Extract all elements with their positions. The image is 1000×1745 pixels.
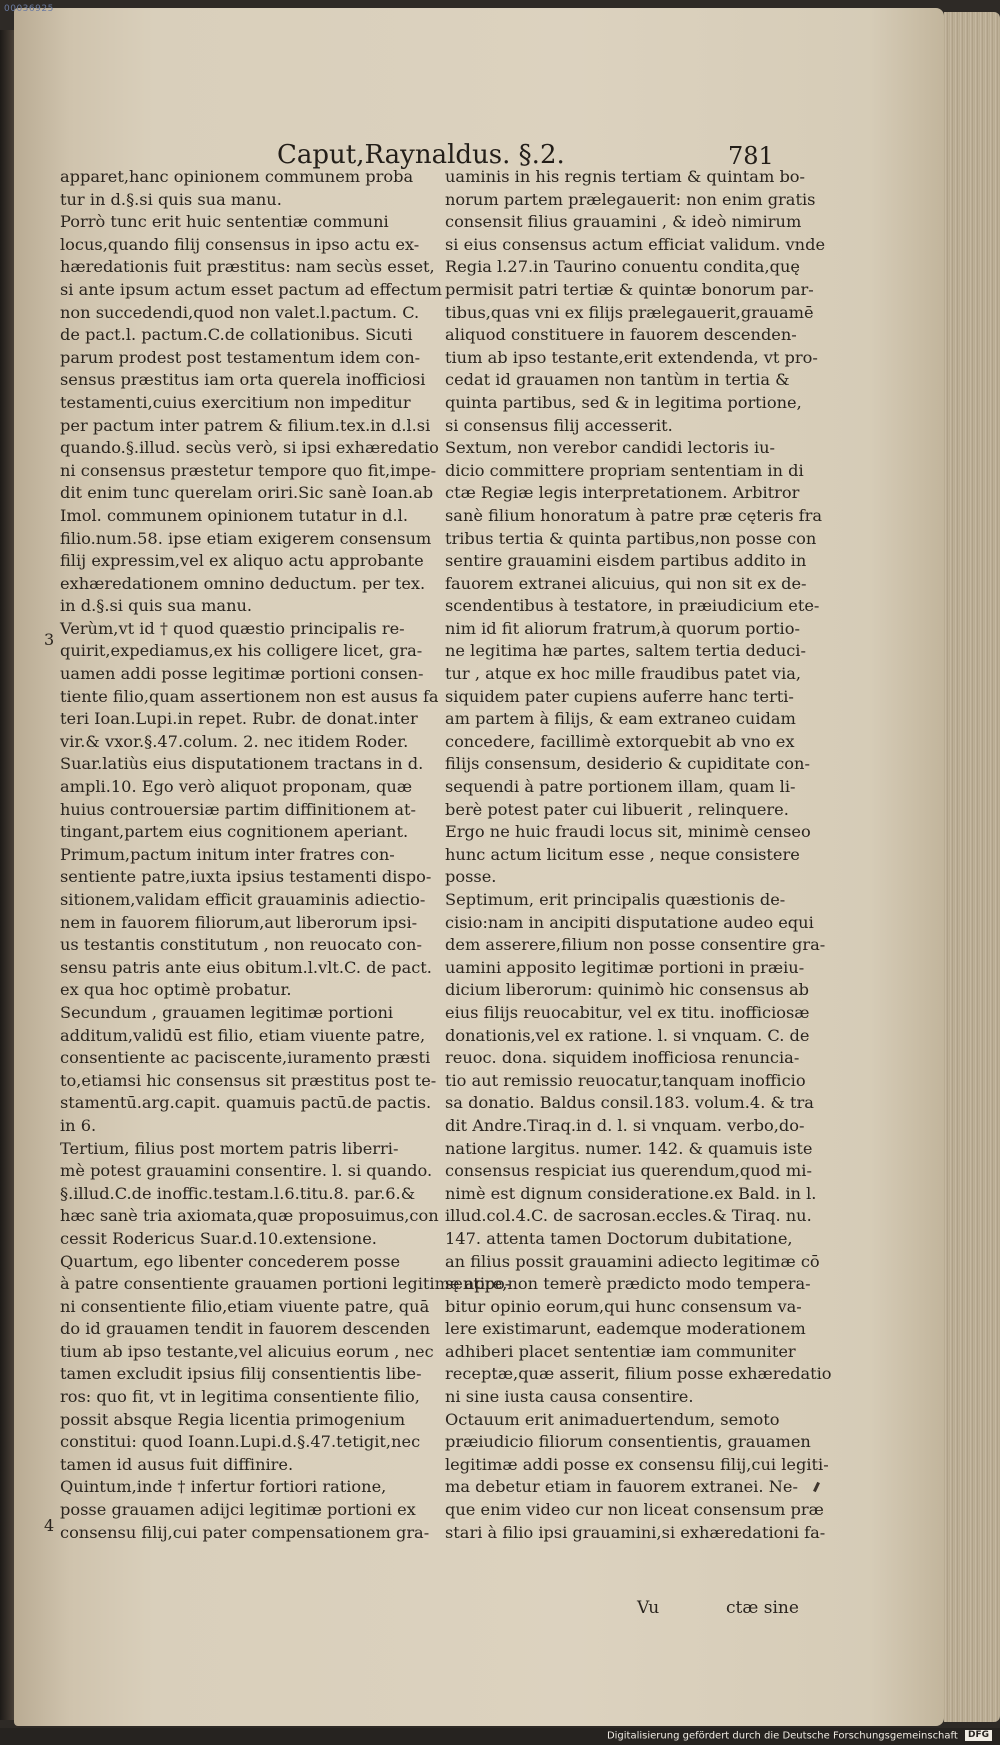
text-line: permisit patri tertiæ & quintæ bonorum par- (445, 279, 814, 299)
text-line: berè potest pater cui libuerit , relinquere. (445, 799, 789, 819)
text-line: sentiente patre,iuxta ipsius testamenti dispo- (60, 867, 432, 887)
text-line: filio.num.58. ipse etiam exigerem consensum (60, 528, 432, 548)
text-line: uaminis in his regnis tertiam & quintam bo- (445, 167, 806, 186)
text-line: si consensus filij accesserit. (445, 415, 673, 435)
text-line: additum,validū est filio, etiam viuente patre, (60, 1025, 426, 1045)
margin-note-number: 4 (44, 1516, 55, 1535)
margin-note-number: 3 (44, 630, 55, 649)
page-fore-edge (944, 12, 1000, 1722)
catchword: ctæ sine (726, 1598, 799, 1618)
text-line: si eius consensus actum efficiat validum. vnde (445, 234, 826, 254)
text-line: ni consensus præstetur tempore quo fit,impe- (60, 460, 437, 480)
text-line: si ante ipsum actum esset pactum ad effectum (60, 279, 442, 299)
text-line: tium ab ipso testante,vel alicuius eorum , nec (60, 1341, 434, 1361)
running-title: Caput,Raynaldus. §.2. (277, 140, 565, 170)
text-line: concedere, facillimè extorquebit ab vno ex (445, 731, 795, 751)
text-line: us testantis constitutum , non reuocato con- (60, 935, 422, 955)
text-line: Primum,pactum initum inter fratres con- (60, 844, 395, 864)
text-line: Imol. communem opinionem tutatur in d.l. (60, 505, 409, 525)
text-line: sitionem,validam efficit grauaminis adiectio- (60, 890, 426, 909)
text-line: Ergo ne huic fraudi locus sit, minimè censeo (445, 822, 811, 842)
text-line: Verùm,vt id † quod quæstio principalis re- (60, 618, 405, 638)
text-line: quinta partibus, sed & in legitima portione, (445, 392, 802, 412)
text-line: sentire grauamini eisdem partibus addito in (445, 551, 807, 571)
text-line: cedat id grauamen non tantùm in tertia & (445, 370, 790, 390)
text-line: tio aut remissio reuocatur,tanquam inofficio (445, 1070, 806, 1090)
text-line: receptæ,quæ asserit, filium posse exhæredatio (445, 1364, 832, 1384)
text-line: testamenti,cuius exercitium non impeditur (60, 392, 411, 412)
text-line: filijs consensum, desiderio & cupiditate con- (445, 754, 810, 774)
text-line: sentire,non temerè prædicto modo tempera- (445, 1274, 811, 1294)
text-line: tribus tertia & quinta partibus,non posse con (445, 528, 817, 548)
text-line: reuoc. dona. siquidem inofficiosa renuncia- (445, 1048, 800, 1068)
text-line: ni consentiente filio,etiam viuente patre, quā (60, 1296, 430, 1316)
text-line: §.illud.C.de inoffic.testam.l.6.titu.8. par.6.& (60, 1183, 416, 1203)
text-line: dit Andre.Tiraq.in d. l. si vnquam. verbo,do- (445, 1115, 805, 1135)
text-line: per pactum inter patrem & filium.tex.in d.l.si (60, 415, 431, 435)
text-line: cisio:nam in ancipiti disputatione audeo equi (445, 912, 814, 932)
text-line: adhiberi placet sententiæ iam communiter (445, 1341, 796, 1361)
text-line: de pact.l. pactum.C.de collationibus. Sicuti (60, 325, 413, 345)
text-line: ma debetur etiam in fauorem extranei. Ne- (445, 1477, 798, 1497)
text-line: do id grauamen tendit in fauorem descenden (60, 1319, 431, 1339)
text-line: posse. (445, 867, 497, 887)
text-line: sequendi à patre portionem illam, quam li- (445, 777, 796, 797)
text-line: locus,quando filij consensus in ipso actu ex- (60, 234, 420, 254)
text-line: non succedendi,quod non valet.l.pactum. C. (60, 302, 420, 322)
text-line: posse grauamen adijci legitimæ portioni ex (60, 1500, 416, 1520)
text-line: bitur opinio eorum,qui hunc consensum va- (445, 1296, 802, 1316)
text-line: to,etiamsi hic consensus sit præstitus post te- (60, 1070, 437, 1090)
catchwords-line (0, 1598, 1000, 1624)
text-line: constitui: quod Ioann.Lupi.d.§.47.tetigit,nec (60, 1432, 421, 1452)
text-line: tamen excludit ipsius filij consentientis libe- (60, 1364, 422, 1384)
text-line: norum partem prælegauerit: non enim gratis (445, 189, 816, 209)
text-line: à patre consentiente grauamen portioni legitimę appo- (60, 1274, 511, 1294)
text-line: ni sine iusta causa consentire. (445, 1387, 694, 1407)
text-line: tiente filio,quam assertionem non est ausus fa (60, 686, 439, 706)
text-line: Quartum, ego libenter concederem posse (60, 1251, 401, 1271)
text-line: am partem à filijs, & eam extraneo cuidam (445, 709, 796, 729)
text-line: siquidem pater cupiens auferre hanc terti- (445, 686, 794, 706)
text-line: parum prodest post testamentum idem con- (60, 347, 421, 367)
text-line: cessit Rodericus Suar.d.10.extensione. (60, 1228, 377, 1248)
text-line: hæredationis fuit præstitus: nam secùs esset, (60, 257, 435, 277)
text-line: filij expressim,vel ex aliquo actu approbante (60, 551, 424, 571)
text-line: sensus præstitus iam orta querela inofficiosi (60, 370, 426, 390)
text-line: Septimum, erit principalis quæstionis de- (445, 890, 786, 909)
text-line: Tertium, filius post mortem patris liberri- (60, 1138, 399, 1158)
book-spine-edge (0, 30, 14, 1720)
right-text-column (445, 166, 832, 1544)
text-line: 147. attenta tamen Doctorum dubitatione, (445, 1228, 793, 1248)
text-line: in d.§.si quis sua manu. (60, 596, 253, 616)
dfg-logo: DFG (965, 1730, 992, 1741)
text-line: scendentibus à testatore, in præiudicium ete- (445, 596, 820, 616)
text-line: sa donatio. Baldus consil.183. volum.4. & tra (445, 1093, 814, 1113)
text-line: sensu patris ante eius obitum.l.vlt.C. de pact. (60, 957, 432, 977)
text-line: Quintum,inde † infertur fortiori ratione, (60, 1477, 387, 1497)
text-line: tur , atque ex hoc mille fraudibus patet via, (445, 664, 802, 684)
text-line: Secundum , grauamen legitimæ portioni (60, 1002, 394, 1022)
text-line: ne legitima hæ partes, saltem tertia deduci- (445, 641, 806, 661)
text-line: consentiente ac paciscente,iuramento præsti (60, 1048, 431, 1068)
text-line: ampli.10. Ego verò aliquot proponam, quæ (60, 777, 413, 797)
text-line: nim id fit aliorum fratrum,à quorum portio- (445, 618, 800, 638)
text-line: consensus respiciat ius querendum,quod mi- (445, 1161, 812, 1181)
text-line: hæc sanè tria axiomata,quæ proposuimus,con (60, 1206, 439, 1226)
text-line: an filius possit grauamini adiecto legitimæ cō (445, 1251, 820, 1271)
text-line: mè potest grauamini consentire. l. si quando. (60, 1161, 433, 1181)
text-line: aliquod constituere in fauorem descenden- (445, 325, 797, 345)
text-line: uamini apposito legitimæ portioni in præiu- (445, 957, 805, 977)
page-number: 781 (728, 142, 774, 170)
text-line: Regia l.27.in Taurino conuentu condita,quę (445, 257, 800, 277)
left-text-column (60, 166, 511, 1544)
text-line: dit enim tunc querelam oriri.Sic sanè Ioan.ab (60, 483, 434, 503)
text-line: stamentū.arg.capit. quamuis pactū.de pactis. (60, 1093, 432, 1113)
text-line: lere existimarunt, eademque moderationem (445, 1319, 806, 1339)
text-line: tur in d.§.si quis sua manu. (60, 189, 282, 209)
text-line: nimè est dignum consideratione.ex Bald. in l. (445, 1183, 817, 1203)
scan-page-id: 00036925 (4, 4, 54, 14)
text-line: quando.§.illud. secùs verò, si ipsi exhæredatio (60, 438, 439, 458)
digitization-credit (607, 1730, 992, 1742)
text-line: vir.& vxor.§.47.colum. 2. nec itidem Roder. (60, 731, 409, 751)
text-line: ros: quo fit, vt in legitima consentiente filio, (60, 1387, 420, 1407)
text-line: ctæ Regiæ legis interpretationem. Arbitror (445, 483, 800, 503)
text-line: exhæredationem omnino deductum. per tex. (60, 573, 426, 593)
text-line: consensit filius grauamini , & ideò nimirum (445, 212, 802, 232)
text-line: stari à filio ipsi grauamini,si exhæredationi fa- (445, 1522, 826, 1542)
text-line: dicium liberorum: quinimò hic consensus ab (445, 980, 809, 1000)
text-line: donationis,vel ex ratione. l. si vnquam. C. de (445, 1025, 810, 1045)
text-line: Porrò tunc erit huic sententiæ communi (60, 212, 389, 232)
text-line: nem in fauorem filiorum,aut liberorum ipsi- (60, 912, 418, 932)
text-line: Octauum erit animaduertendum, semoto (445, 1409, 780, 1429)
text-line: ex qua hoc optimè probatur. (60, 980, 292, 1000)
text-line: que enim video cur non liceat consensum præ (445, 1500, 824, 1520)
text-line: eius filijs reuocabitur, vel ex titu. inofficiosæ (445, 1002, 810, 1022)
text-line: sanè filium honoratum à patre præ cęteris fra (445, 505, 823, 525)
text-line: huius controuersiæ partim diffinitionem at- (60, 799, 417, 819)
text-line: illud.col.4.C. de sacrosan.eccles.& Tiraq. nu. (445, 1206, 812, 1226)
text-line: tamen id ausus fuit diffinire. (60, 1454, 294, 1474)
text-line: dicio committere propriam sententiam in di (445, 460, 804, 480)
text-line: fauorem extranei alicuius, qui non sit ex de- (445, 573, 807, 593)
text-line: tibus,quas vni ex filijs prælegauerit,grauamē (445, 302, 814, 322)
text-line: tium ab ipso testante,erit extendenda, vt pro- (445, 347, 818, 367)
text-line: Sextum, non verebor candidi lectoris iu- (445, 438, 776, 458)
text-line: uamen addi posse legitimæ portioni consen- (60, 664, 424, 684)
credit-text: Digitalisierung gefördert durch die Deutsche Forschungsgemeinschaft (606, 1730, 958, 1742)
text-line: natione largitus. numer. 142. & quamuis iste (445, 1138, 813, 1158)
text-line: teri Ioan.Lupi.in repet. Rubr. de donat.inter (60, 709, 418, 729)
signature-mark: Vu (637, 1598, 660, 1618)
text-line: tingant,partem eius cognitionem aperiant. (60, 822, 409, 842)
text-line: hunc actum licitum esse , neque consistere (445, 844, 800, 864)
text-line: apparet,hanc opinionem communem proba (60, 167, 414, 186)
text-line: quirit,expediamus,ex his colligere licet, gra- (60, 641, 423, 661)
text-line: consensu filij,cui pater compensationem gra- (60, 1522, 430, 1542)
text-line: præiudicio filiorum consentientis, grauamen (445, 1432, 811, 1452)
text-line: legitimæ addi posse ex consensu filij,cui legiti- (445, 1454, 829, 1474)
text-line: Suar.latiùs eius disputationem tractans in d. (60, 754, 424, 774)
text-line: in 6. (60, 1115, 97, 1135)
text-line: dem asserere,filium non posse consentire gra- (445, 935, 826, 955)
text-line: possit absque Regia licentia primogenium (60, 1409, 406, 1429)
footer-bar (0, 1728, 1000, 1745)
